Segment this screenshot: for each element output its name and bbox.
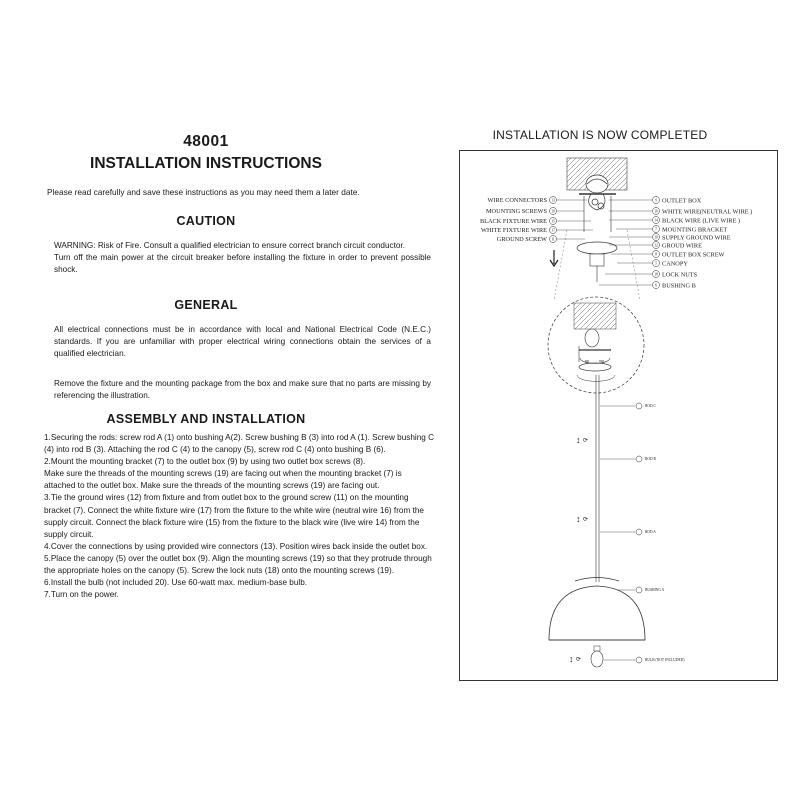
callout xyxy=(609,197,702,205)
step-item: 2.Mount the mounting bracket (7) to the outlet box (9) by using two outlet box screws (8). xyxy=(44,457,366,467)
bulb-shape xyxy=(591,651,603,667)
step-item: 1.Securing the rods: screw rod A (1) onto bushing A(2). Screw bushing B (3) into rod A (1). Screw bushing C (4) into rod B (3). Attaching the rod C (4) to the canopy (5), screw rod C (4) onto bushing B (6). xyxy=(44,433,435,455)
callout-label: CANOPY xyxy=(662,260,688,268)
callout-number: 7 xyxy=(655,227,657,232)
callout xyxy=(481,227,593,235)
callout-number: 8 xyxy=(655,252,657,257)
callout-number: 10 xyxy=(654,235,658,240)
right-callouts xyxy=(599,197,752,290)
intro-text: Please read carefully and save these instructions as you may need them a later date. xyxy=(47,187,360,197)
step-item: 4.Cover the connections by using provided wire connectors (13). Position wires back inside the outlet box. xyxy=(44,541,428,551)
general-heading: GENERAL xyxy=(174,298,238,312)
callout-number: 17 xyxy=(551,228,555,233)
callout-number: 18 xyxy=(654,272,658,277)
callout-label: BLACK WIRE (LIVE WIRE ) xyxy=(662,217,741,225)
dome-shade-shape xyxy=(549,586,645,640)
callout xyxy=(487,197,587,205)
callout-number: 6 xyxy=(655,283,657,288)
model-number: 48001 xyxy=(183,133,229,150)
callout-label: OUTLET BOX SCREW xyxy=(662,251,725,259)
callout xyxy=(480,218,591,226)
callout-label: BUSHING B xyxy=(662,282,696,290)
document-title: INSTALLATION INSTRUCTIONS xyxy=(90,155,322,172)
callout xyxy=(599,282,696,290)
callout-number: 13 xyxy=(551,198,555,203)
assembly-heading: ASSEMBLY AND INSTALLATION xyxy=(106,412,306,426)
callout-number: 19 xyxy=(551,209,555,214)
step-item: 3.Tie the ground wires (12) from fixture and from outlet box to the ground screw (11) on the mounting bracket (7). Connect the white fixture wire (17) from the fixture to the white wire (neutral wire 16) from the supply circuit. Connect the black fixture wire (15) from the fixture to the black wire (live wire 14) from the supply circuit. xyxy=(44,493,424,539)
callout xyxy=(609,234,731,242)
installation-diagram xyxy=(459,150,778,681)
caution-heading: CAUTION xyxy=(176,214,236,228)
caution-line: Turn off the main power at the circuit breaker before installing the fixture in order to prevent possible shock. xyxy=(54,253,431,275)
callout-label: MOUNTING SCREWS xyxy=(485,208,547,215)
rotation-arrow-icon: ⟳ xyxy=(583,517,589,523)
callout-label: GROUND SCREW xyxy=(496,236,547,243)
callout xyxy=(611,251,725,259)
caution-line: WARNING: Risk of Fire. Consult a qualified electrician to ensure correct branch circuit conductor. xyxy=(54,241,405,250)
callout xyxy=(616,226,727,234)
callout xyxy=(609,208,752,216)
outlet-box-shape xyxy=(586,175,608,193)
assembly-steps xyxy=(44,432,434,601)
callout xyxy=(609,242,702,250)
caution-text xyxy=(54,240,431,276)
callout-number: 14 xyxy=(654,218,658,223)
bushing-a-label: BUSHING A xyxy=(645,588,665,593)
rotation-arrow-icon: ↕ xyxy=(576,514,581,524)
pendant-rods xyxy=(576,375,656,582)
callout-label: LOCK NUTS xyxy=(662,271,698,279)
callout xyxy=(609,217,740,225)
rotation-arrow-icon: ⟳ xyxy=(583,438,589,444)
canopy-shape xyxy=(577,242,617,254)
callout xyxy=(605,271,698,279)
bulb xyxy=(569,646,685,667)
general-paragraph: Remove the fixture and the mounting package from the box and make sure that no parts are missing by referencing the illustration. xyxy=(54,379,431,401)
callout-label: WHITE WIRE(NEUTRAL WIRE ) xyxy=(662,208,753,216)
callout-label: BLACK FIXTURE WIRE xyxy=(479,218,547,225)
callout-number: 5 xyxy=(655,261,657,266)
step-item: Make sure the threads of the mounting screws (19) are facing out when the mounting bracket (7) is attached to the outlet box. Make sure the threads of the mounting screws (19) are facing out. xyxy=(44,469,402,491)
callout-label: MOUNTING BRACKET xyxy=(662,226,728,234)
left-callouts xyxy=(480,197,593,244)
rotation-arrow-icon: ⟳ xyxy=(576,657,582,663)
rod-c-label: ROD C xyxy=(645,404,656,409)
rotation-arrow-icon: ↕ xyxy=(569,654,574,664)
callout-label: GROUD WIRE xyxy=(662,242,702,250)
callout-number: 9 xyxy=(655,198,657,203)
callout-number: 15 xyxy=(551,219,555,224)
rod-b-label: ROD B xyxy=(645,457,656,462)
callout-label: OUTLET BOX xyxy=(662,197,702,205)
step-item: 5.Place the canopy (5) over the outlet box (9). Align the mounting screws (19) so that they protrude through the appropriate holes on the canopy (5). Screw the lock nuts (18) onto the mounting screws (19). xyxy=(44,553,432,576)
callout-label: WIRE CONNECTORS xyxy=(487,197,547,204)
rotation-arrow-icon: ↕ xyxy=(576,435,581,445)
general-paragraph: All electrical connections must be in accordance with local and National Electrical Code (N.E.C.) standards. If you are unfamiliar with proper electrical wiring connections obtain the services of a qualified electrician. xyxy=(54,325,431,359)
callout xyxy=(486,208,584,216)
lamp-shade xyxy=(549,578,665,641)
down-arrow-icon xyxy=(550,250,558,266)
bulb-label: BULB (NOT INCLUDED) xyxy=(645,658,685,663)
wire-bundle xyxy=(589,194,605,210)
callout-number: 16 xyxy=(654,209,658,214)
callout xyxy=(617,260,688,268)
callout xyxy=(497,236,585,244)
diagram-title: INSTALLATION IS NOW COMPLETED xyxy=(492,128,708,142)
callout-label: SUPPLY GROUND WIRE xyxy=(662,234,731,242)
step-item: 6.Install the bulb (not included 20). Use 60-watt max. medium-base bulb. xyxy=(44,578,308,588)
callout-number: 11 xyxy=(551,237,555,242)
rod-a-label: ROD A xyxy=(645,530,656,535)
step-item: 7.Turn on the power. xyxy=(44,590,119,600)
callout-number: 12 xyxy=(654,243,658,248)
callout-label: WHITE FIXTURE WIRE xyxy=(481,227,547,234)
